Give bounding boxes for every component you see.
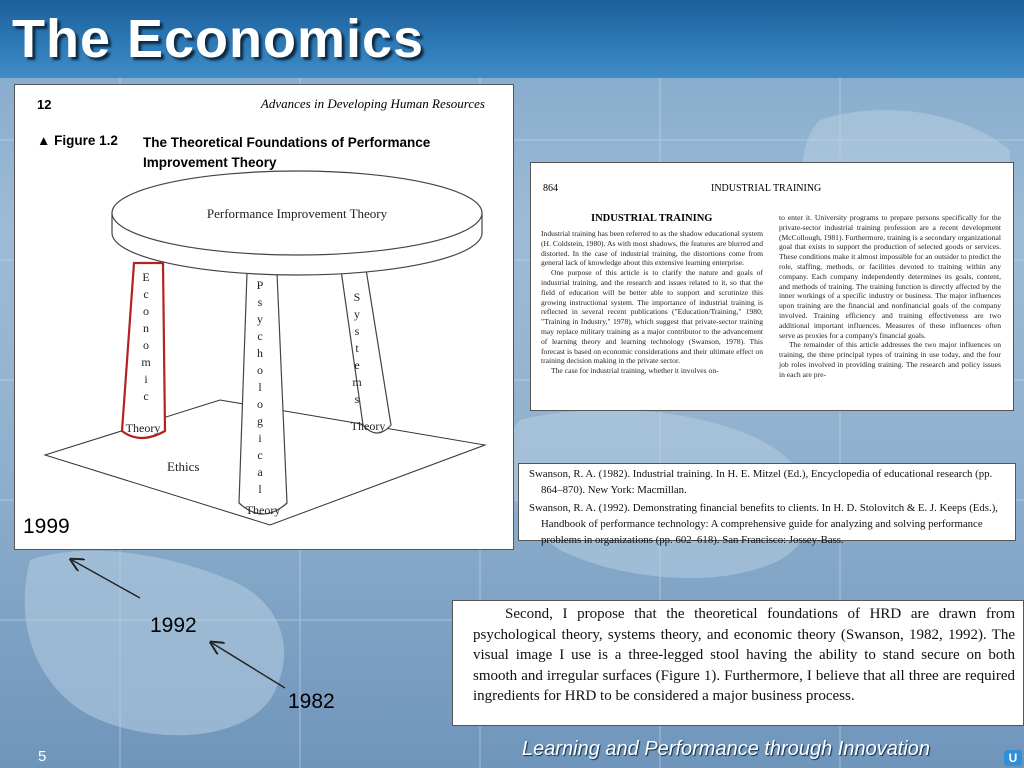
article-paragraph: Industrial training has been referred to as the shadow educational system (H. Coldstein, 1980). As with most shadows, the features are blurred and distorted. In the case of industrial training, the distortions come from general lack of knowledge about this extensive learning enterprise.	[541, 229, 763, 268]
year-label-1992: 1992	[150, 614, 197, 637]
slide-number: 5	[38, 748, 47, 765]
seat-label: Performance Improvement Theory	[206, 206, 388, 221]
slide-title: The Economics	[12, 9, 425, 69]
figure-title: The Theoretical Foundations of Performance Improvement Theory	[143, 135, 431, 170]
article-paragraph: The case for industrial training, whether it involves on-	[551, 366, 719, 376]
figure-label: ▲ Figure 1.2	[37, 133, 118, 148]
ethics-label: Ethics	[167, 459, 200, 474]
references-panel	[518, 463, 1016, 546]
reference-entry: Swanson, R. A. (1992). Demonstrating financial benefits to clients. In H. D. Stolovitch & E. J. Keeps (Eds.), Handbook of performance technology: A comprehensive guide for analyzing and solving performance problems in organizations (pp. 602–618). San Francisco: Jossey-Bass.	[529, 502, 998, 546]
systems-theory-label: Theory	[350, 419, 386, 433]
reference-entry: Swanson, R. A. (1982). Industrial training. In H. E. Mitzel (Ed.), Encyclopedia of educational research (pp. 864–870). New York: Macmillan.	[529, 468, 993, 496]
quote-panel	[452, 600, 1024, 726]
footer-tagline: Learning and Performance through Innovation	[522, 738, 931, 760]
article-paragraph: One purpose of this article is to clarify the nature and goals of industrial training, and the research and issues related to it, so that the field of education will be better able to support and scrutinize this growing instructional system. The importance of industrial training is reflected in several recent publications ("Education/Training," 1980; "Training in Industry," 1978), which suggest that private-sector training may replace military training as a major contributor to the advancement of learning theory and learning technology (Swanson, 1978). This forecast is based on economic considerations and their ultimate effect on training decision making in the private sector.	[541, 268, 763, 366]
article-running-head: INDUSTRIAL TRAINING	[711, 183, 822, 194]
quote-text: Second, I propose that the theoretical foundations of HRD are drawn from psychological theory, systems theory, and economic theory (Swanson, 1982, 1992). The visual image I use is a three-legged stool having the ability to stand secure on both smooth and irregular surfaces (Figure 1). Furthermore, I believe that all three are required ingredients for HRD to be considered a major business process.	[473, 606, 1015, 705]
university-logo-icon: U	[1004, 750, 1022, 766]
year-label-1999: 1999	[23, 515, 70, 538]
systems-leg-label: S y s t e m s	[352, 290, 362, 406]
arrow-1992	[72, 560, 140, 598]
year-label-1982: 1982	[288, 690, 335, 713]
economic-theory-label: Theory	[125, 421, 161, 435]
figure-page-number: 12	[37, 97, 52, 112]
figure-journal-title: Advances in Developing Human Resources	[260, 96, 485, 111]
psychological-theory-label: Theory	[245, 503, 281, 517]
psychological-leg-label: P s y c h o l o g i c a l	[256, 278, 264, 496]
article-excerpt-panel	[530, 162, 1014, 411]
article-right-column	[779, 213, 1001, 380]
article-paragraph: The remainder of this article addresses the two major influences on training, the three principal types of training in use today, and the four job roles involved in providing training. The research and policy issues in each are pre-	[779, 340, 1001, 379]
economic-leg-label: E c o n o m i c	[141, 270, 151, 403]
article-paragraph: to enter it. University programs to prepare persons specifically for the private-sector industrial training profession are a recent development (McCollough, 1981). Furthermore, training is a secondary organizational goal that exists to support the production of selected goods or services. These conditions make it almost impossible for an outsider to predict the role, staffing, methods, or facilities devoted to training within any company. Each company independently determines its goals, content, and methods of training. The training function is directly affected by the inner workings of a specific industry or business. The major influences upon training are the financial and nonfinancial goals of the company involved. Training efficiency and training effectiveness are two additional important influences. Measures of these influences often serve as proxies for a company's financial goals.	[779, 213, 1001, 340]
article-left-column	[541, 229, 763, 376]
arrow-1982	[212, 643, 285, 688]
article-heading: INDUSTRIAL TRAINING	[591, 213, 713, 224]
article-page-number: 864	[543, 183, 558, 194]
